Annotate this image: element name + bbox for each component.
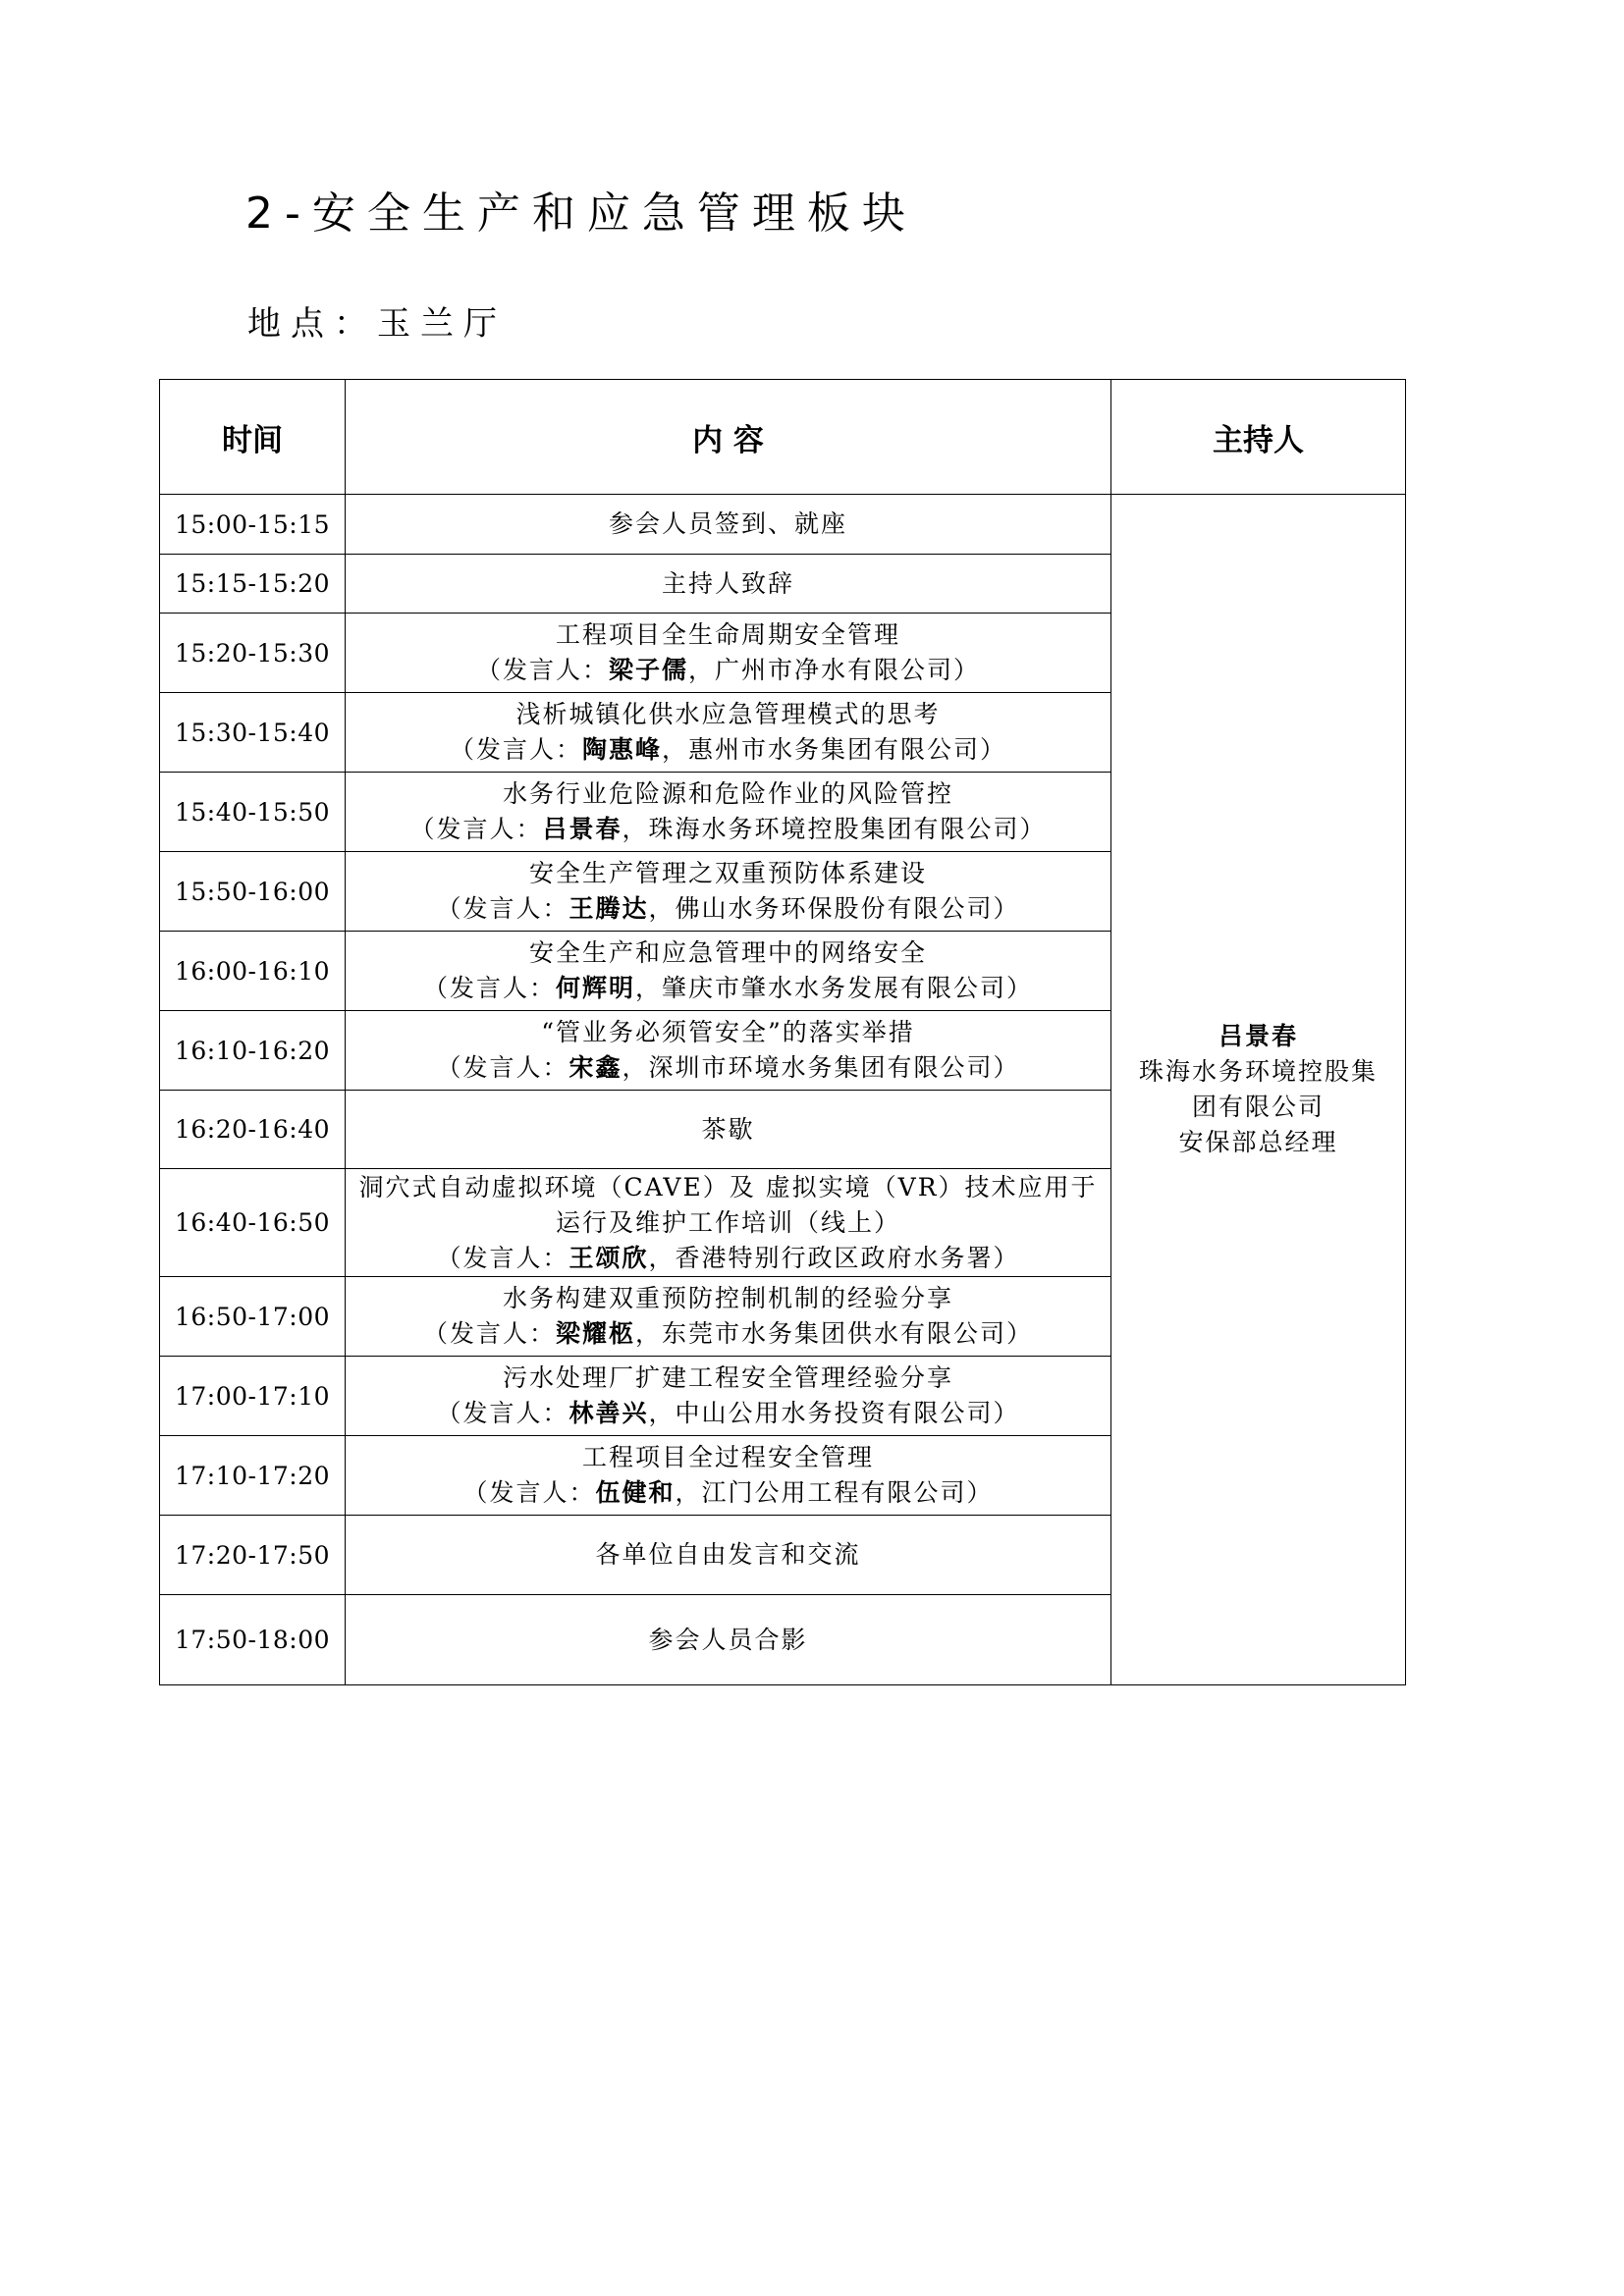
speaker-line — [346, 732, 1110, 768]
time-cell: 17:50-18:00 — [160, 1595, 346, 1685]
content-cell — [346, 1169, 1111, 1277]
speaker-name: 何辉明 — [555, 974, 635, 1002]
header-content: 内 容 — [346, 380, 1111, 495]
time-cell: 16:00-16:10 — [160, 932, 346, 1011]
content-cell — [346, 693, 1111, 773]
speaker-prefix: （发言人： — [422, 974, 556, 1002]
time-cell: 15:30-15:40 — [160, 693, 346, 773]
content-cell — [346, 555, 1111, 614]
topic-text: 参会人员签到、就座 — [608, 509, 847, 538]
speaker-org: ，肇庆市肇水水务发展有限公司） — [635, 974, 1034, 1002]
topic-text: 安全生产和应急管理中的网络安全 — [528, 938, 927, 967]
speaker-org: ，广州市净水有限公司） — [688, 656, 981, 684]
content-cell — [346, 852, 1111, 932]
topic-text: 工程项目全过程安全管理 — [581, 1443, 874, 1471]
page-title: 2-安全生产和应急管理板块 — [245, 188, 917, 239]
speaker-prefix: （发言人： — [462, 1478, 596, 1507]
speaker-org: ，深圳市环境水务集团有限公司） — [622, 1053, 1020, 1082]
topic-text-line2: 运行及维护工作培训（线上） — [555, 1207, 900, 1237]
speaker-line — [346, 891, 1110, 927]
speaker-org: ，中山公用水务投资有限公司） — [648, 1399, 1020, 1427]
time-cell: 16:10-16:20 — [160, 1011, 346, 1091]
speaker-name: 伍健和 — [595, 1478, 676, 1507]
speaker-org: ，香港特别行政区政府水务署） — [648, 1243, 1020, 1272]
content-cell — [346, 773, 1111, 852]
content-cell — [346, 1595, 1111, 1685]
speaker-name: 陶惠峰 — [581, 735, 662, 764]
topic-text: 水务行业危险源和危险作业的风险管控 — [502, 779, 953, 808]
speaker-name: 宋鑫 — [568, 1053, 623, 1082]
time-cell: 16:20-16:40 — [160, 1091, 346, 1169]
speaker-line — [346, 1241, 1110, 1276]
speaker-name: 梁子儒 — [608, 656, 688, 684]
table-row — [160, 495, 1406, 555]
time-cell: 15:20-15:30 — [160, 614, 346, 693]
topic-text: 浅析城镇化供水应急管理模式的思考 — [515, 700, 941, 728]
content-cell — [346, 1091, 1111, 1169]
table-header-row — [160, 380, 1406, 495]
topic-text: “管业务必须管安全”的落实举措 — [541, 1018, 915, 1046]
topic-text: 洞穴式自动虚拟环境（CAVE）及 虚拟实境（VR）技术应用于 — [358, 1172, 1098, 1201]
speaker-name: 王腾达 — [568, 894, 649, 923]
speaker-line — [346, 971, 1110, 1006]
host-org-line1: 珠海水务环境控股集 — [1138, 1057, 1378, 1086]
speaker-name: 王颂欣 — [568, 1243, 649, 1272]
speaker-prefix: （发言人： — [436, 1053, 569, 1082]
content-cell — [346, 1011, 1111, 1091]
speaker-name: 林善兴 — [568, 1399, 649, 1427]
speaker-org: ，珠海水务环境控股集团有限公司） — [622, 815, 1047, 843]
time-cell: 15:40-15:50 — [160, 773, 346, 852]
topic-text: 水务构建双重预防控制机制的经验分享 — [502, 1284, 953, 1312]
time-cell: 15:00-15:15 — [160, 495, 346, 555]
time-cell: 16:50-17:00 — [160, 1277, 346, 1357]
time-cell: 17:10-17:20 — [160, 1436, 346, 1516]
content-cell — [346, 1436, 1111, 1516]
time-cell: 17:20-17:50 — [160, 1516, 346, 1595]
topic-text: 茶歇 — [701, 1114, 755, 1144]
speaker-name: 吕景春 — [542, 815, 623, 843]
topic-text: 安全生产管理之双重预防体系建设 — [528, 859, 927, 887]
host-position: 安保部总经理 — [1178, 1128, 1338, 1156]
speaker-prefix: （发言人： — [409, 815, 543, 843]
speaker-line — [346, 1316, 1110, 1352]
topic-text: 工程项目全生命周期安全管理 — [555, 620, 900, 649]
speaker-line — [346, 1396, 1110, 1431]
venue-label: 地点：玉兰厅 — [247, 304, 507, 344]
speaker-line — [346, 812, 1110, 847]
host-org-line2: 团有限公司 — [1191, 1093, 1325, 1121]
content-cell — [346, 1357, 1111, 1436]
speaker-org: ，佛山水务环保股份有限公司） — [648, 894, 1020, 923]
header-host: 主持人 — [1111, 380, 1406, 495]
speaker-line — [346, 1475, 1110, 1511]
content-cell — [346, 1516, 1111, 1595]
content-cell — [346, 932, 1111, 1011]
content-cell — [346, 495, 1111, 555]
time-cell: 16:40-16:50 — [160, 1169, 346, 1277]
speaker-line — [346, 1050, 1110, 1086]
speaker-prefix: （发言人： — [436, 1399, 569, 1427]
speaker-prefix: （发言人： — [436, 1243, 569, 1272]
speaker-prefix: （发言人： — [449, 735, 582, 764]
speaker-name: 梁耀柩 — [555, 1319, 635, 1348]
time-cell: 15:50-16:00 — [160, 852, 346, 932]
speaker-line — [346, 653, 1110, 688]
host-name: 吕景春 — [1218, 1022, 1298, 1050]
host-cell — [1111, 495, 1406, 1685]
topic-text: 污水处理厂扩建工程安全管理经验分享 — [502, 1363, 953, 1392]
speaker-org: ，江门公用工程有限公司） — [675, 1478, 994, 1507]
content-cell — [346, 614, 1111, 693]
speaker-org: ，惠州市水务集团有限公司） — [662, 735, 1007, 764]
speaker-prefix: （发言人： — [436, 894, 569, 923]
content-cell — [346, 1277, 1111, 1357]
topic-text: 各单位自由发言和交流 — [595, 1540, 861, 1569]
speaker-prefix: （发言人： — [475, 656, 609, 684]
time-cell: 17:00-17:10 — [160, 1357, 346, 1436]
schedule-table — [159, 379, 1406, 1685]
speaker-org: ，东莞市水务集团供水有限公司） — [635, 1319, 1034, 1348]
time-cell: 15:15-15:20 — [160, 555, 346, 614]
topic-text: 主持人致辞 — [661, 568, 794, 598]
speaker-prefix: （发言人： — [422, 1319, 556, 1348]
header-time: 时间 — [160, 380, 346, 495]
topic-text: 参会人员合影 — [648, 1625, 808, 1654]
